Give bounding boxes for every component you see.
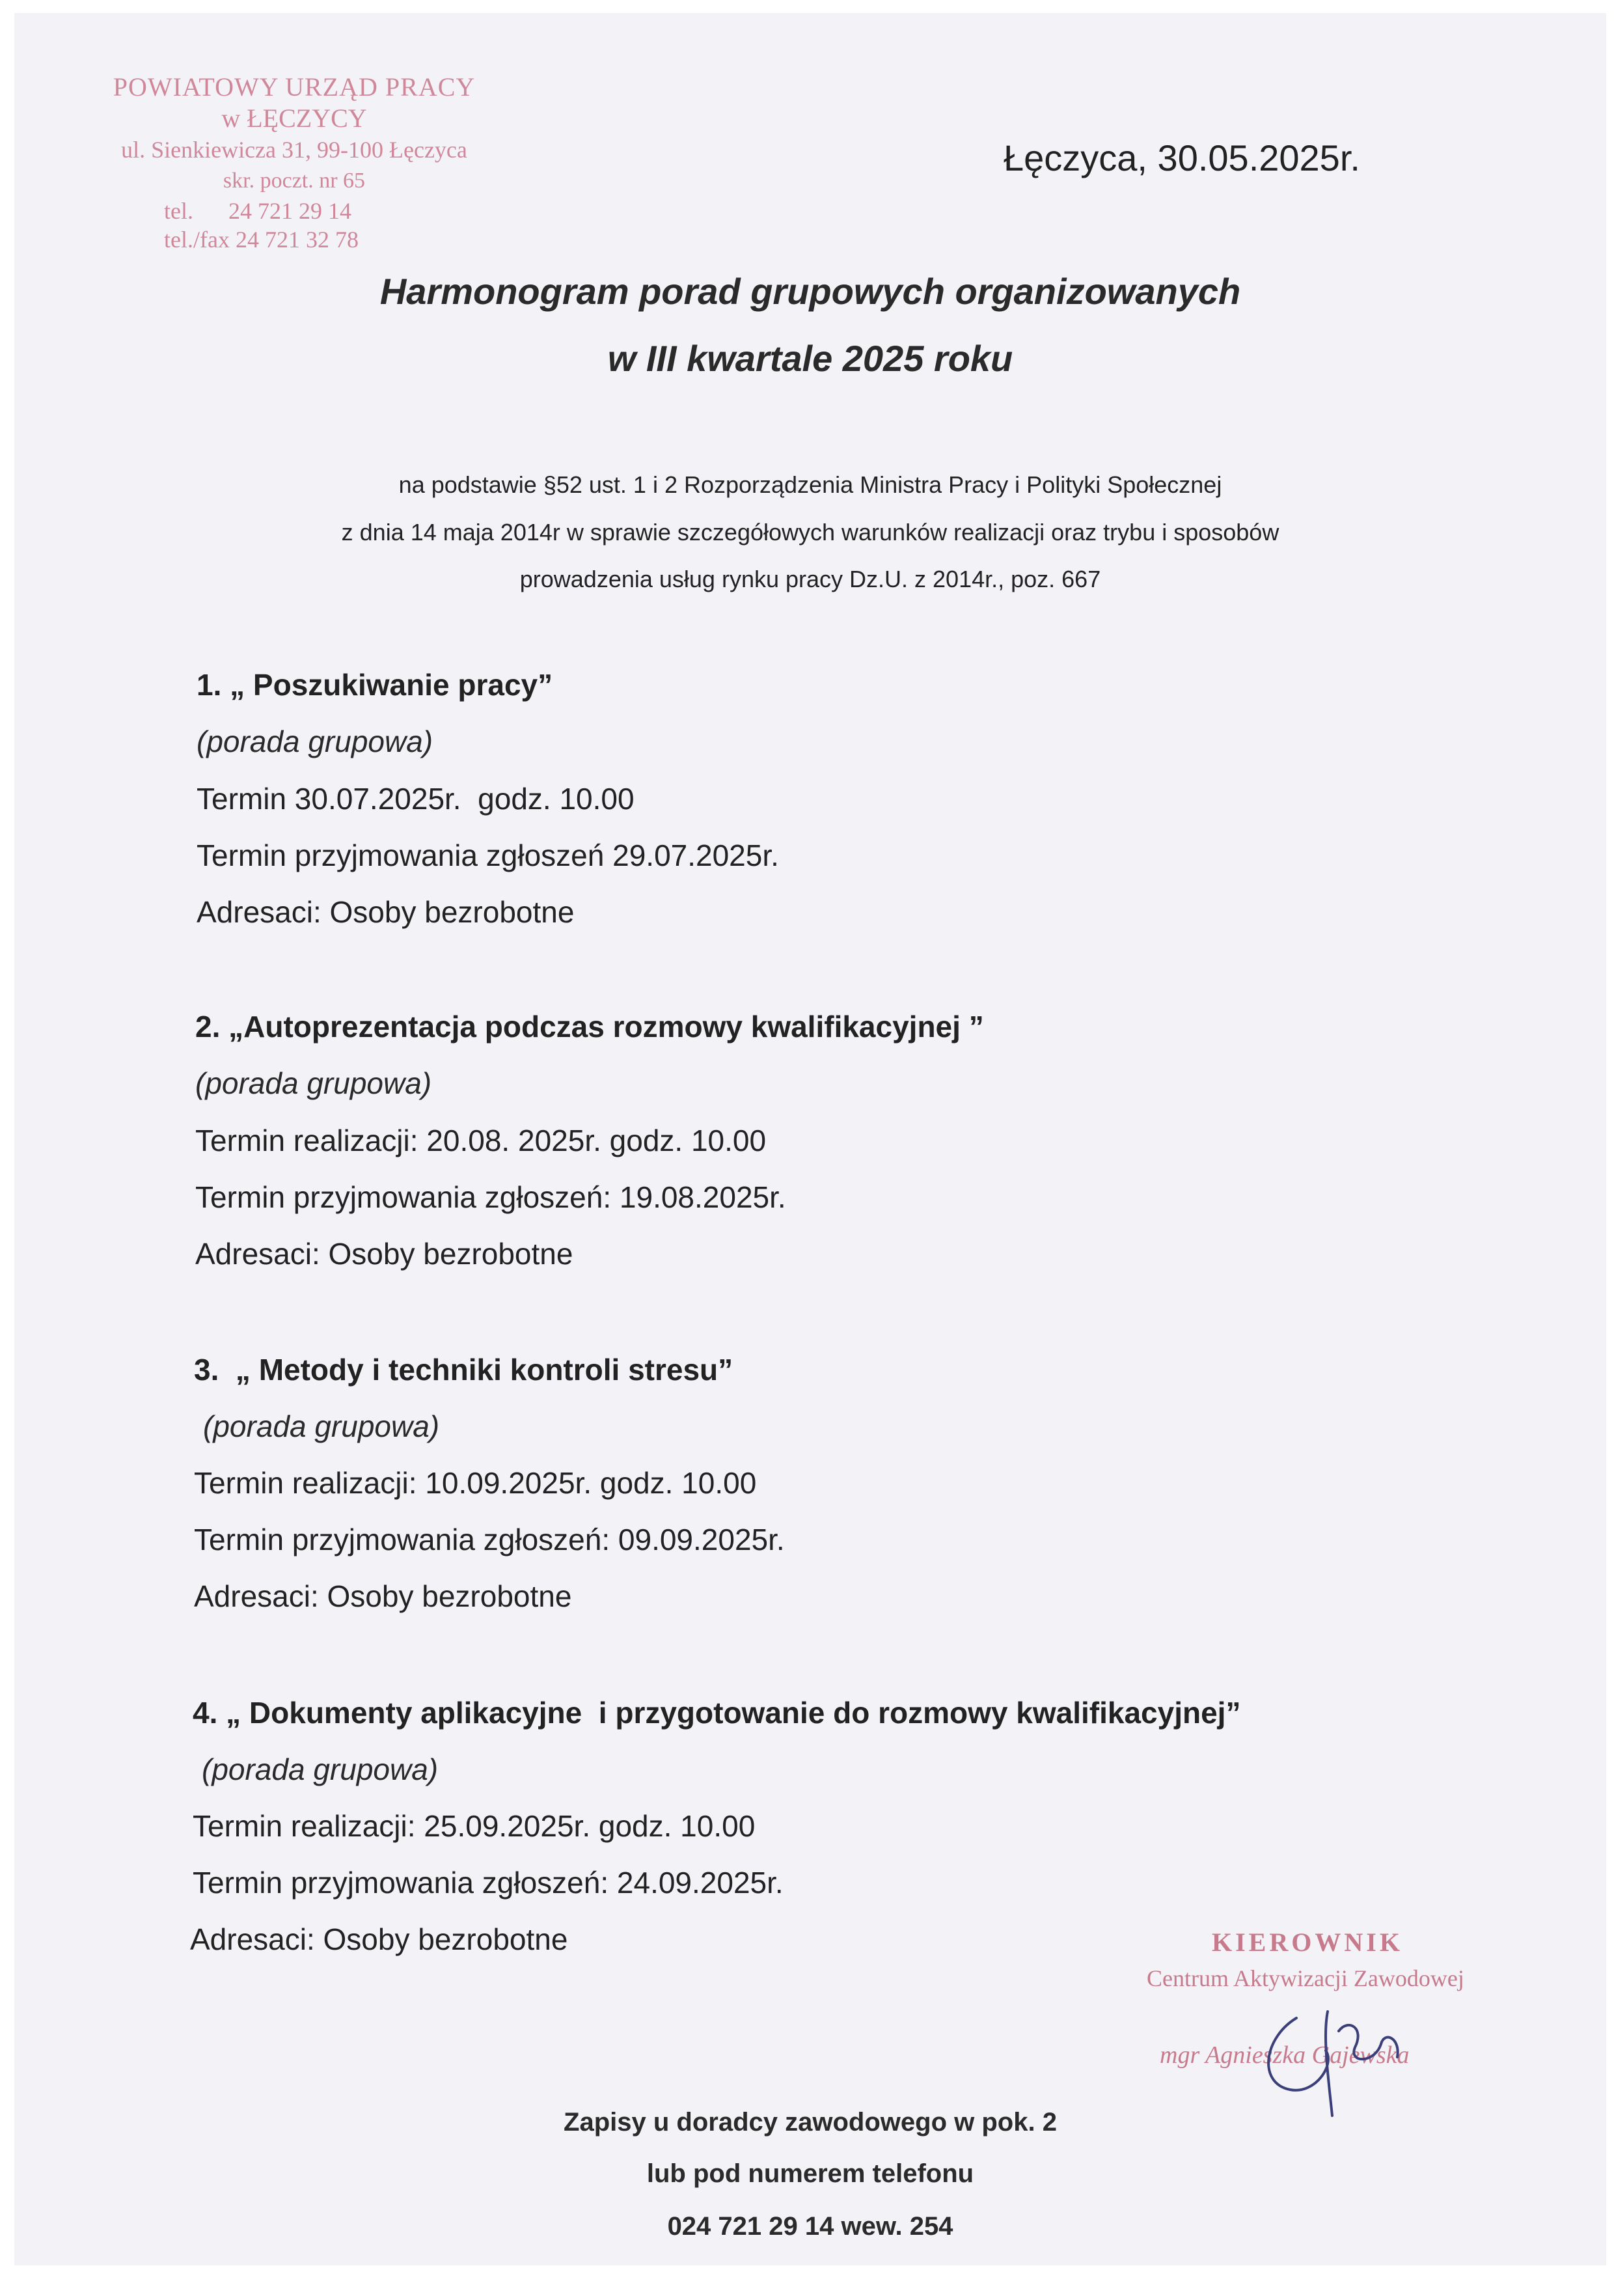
document-title-line2: w III kwartale 2025 roku [607, 338, 1013, 379]
section-deadline: Termin przyjmowania zgłoszeń: 19.08.2025r. [195, 1180, 786, 1214]
footer-line2: lub pod numerem telefonu [646, 2159, 974, 2188]
footer-phone: 024 721 29 14 wew. 254 [667, 2212, 953, 2241]
stamp-office-city: w ŁĘCZYCY [221, 104, 367, 133]
stamp-fax: tel./fax 24 721 32 78 [164, 227, 359, 253]
section-term: Termin 30.07.2025r. godz. 10.00 [197, 782, 635, 816]
section-audience: Adresaci: Osoby bezrobotne [195, 1237, 573, 1271]
section-audience: Adresaci: Osoby bezrobotne [190, 1922, 568, 1956]
stamp-address: ul. Sienkiewicza 31, 99-100 Łęczyca [121, 137, 467, 163]
section-title: 1. „ Poszukiwanie pracy” [197, 668, 553, 702]
section-title: 4. „ Dokumenty aplikacyjne i przygotowanie do rozmowy kwalifikacyjnej” [193, 1696, 1241, 1730]
stamp-postbox: skr. poczt. nr 65 [223, 169, 366, 193]
section-audience: Adresaci: Osoby bezrobotne [194, 1579, 572, 1613]
document-title-line1: Harmonogram porad grupowych organizowanych [379, 271, 1241, 312]
section-deadline: Termin przyjmowania zgłoszeń: 24.09.2025r. [193, 1866, 784, 1900]
document-page [14, 13, 1606, 2265]
section-audience: Adresaci: Osoby bezrobotne [197, 895, 575, 929]
section-subtitle: (porada grupowa) [195, 1066, 432, 1100]
section-title: 3. „ Metody i techniki kontroli stresu” [194, 1353, 733, 1387]
legal-basis-line1: na podstawie §52 ust. 1 i 2 Rozporządzenia Ministra Pracy i Polityki Społecznej [398, 471, 1222, 498]
office-stamp [66, 72, 522, 254]
signature-role: KIEROWNIK [1212, 1928, 1403, 1957]
section-title: 2. „Autoprezentacja podczas rozmowy kwalifikacyjnej ” [195, 1010, 984, 1044]
section-deadline: Termin przyjmowania zgłoszeń 29.07.2025r. [197, 838, 779, 872]
handwritten-signature [1251, 1992, 1420, 2122]
document-date: Łęczyca, 30.05.2025r. [1004, 137, 1360, 178]
section-subtitle: (porada grupowa) [202, 1752, 439, 1786]
legal-basis-line2: z dnia 14 maja 2014r w sprawie szczegółowych warunków realizacji oraz trybu i sposobów [341, 519, 1279, 546]
signature-name: mgr Agnieszka Gajewska [1160, 2041, 1410, 2069]
stamp-phone: tel. 24 721 29 14 [164, 198, 351, 224]
section-term: Termin realizacji: 10.09.2025r. godz. 10.00 [194, 1466, 757, 1500]
section-deadline: Termin przyjmowania zgłoszeń: 09.09.2025r. [194, 1523, 785, 1556]
section-term: Termin realizacji: 20.08. 2025r. godz. 10.00 [195, 1124, 767, 1157]
signature-organization: Centrum Aktywizacji Zawodowej [1147, 1965, 1464, 1991]
stamp-office-name: POWIATOWY URZĄD PRACY [113, 72, 476, 102]
section-term: Termin realizacji: 25.09.2025r. godz. 10.00 [193, 1809, 756, 1843]
footer-line1: Zapisy u doradcy zawodowego w pok. 2 [564, 2108, 1057, 2137]
section-subtitle: (porada grupowa) [203, 1409, 440, 1443]
legal-basis-line3: prowadzenia usług rynku pracy Dz.U. z 2014r., poz. 667 [519, 566, 1101, 592]
section-subtitle: (porada grupowa) [197, 725, 433, 758]
